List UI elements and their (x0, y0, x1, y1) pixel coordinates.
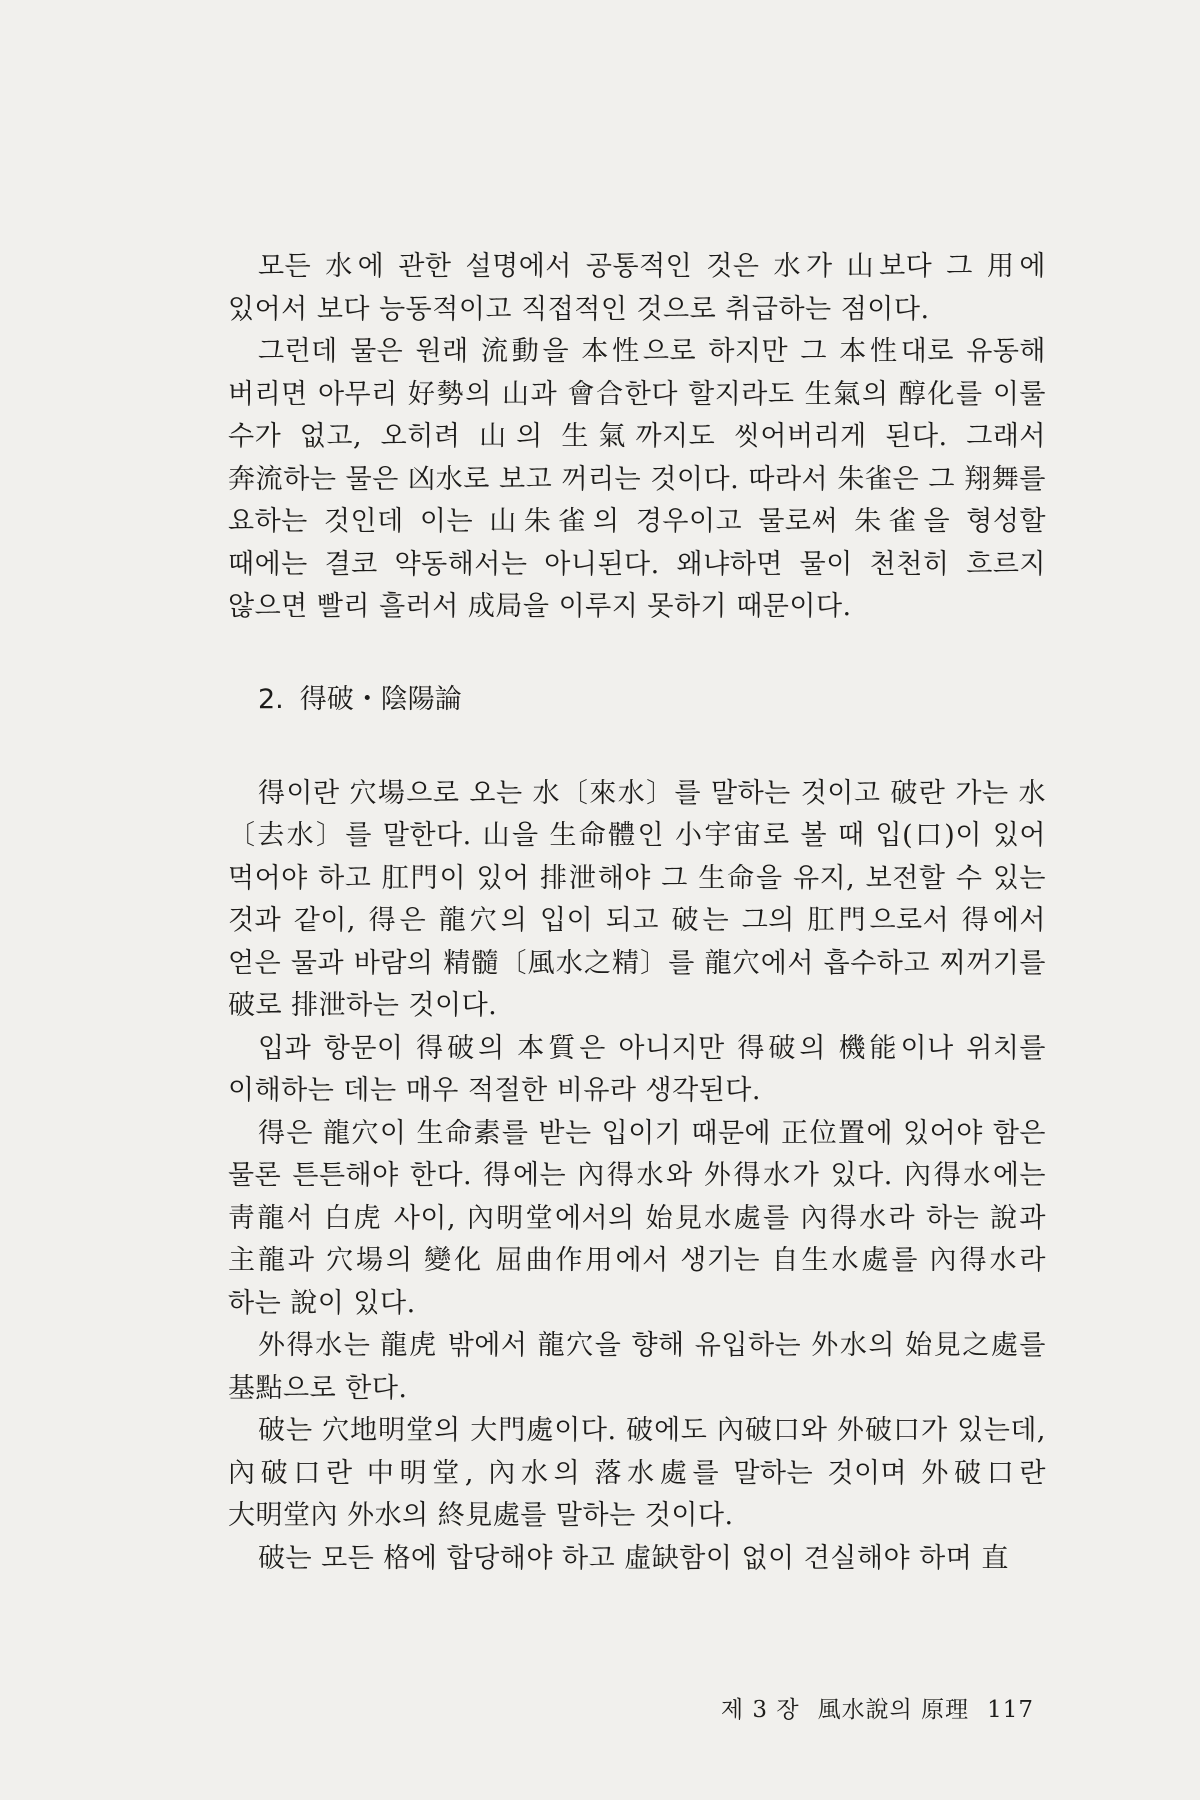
section-heading (228, 679, 1046, 721)
paragraph: 破는 모든 格에 합당해야 하고 虛缺함이 없이 견실해야 하며 直 (258, 1542, 1009, 1574)
paragraph: 모든 水에 관한 설명에서 공통적인 것은 水가 山보다 그 用에 있어서 보다 능동적이고 직접적인 것으로 취급하는 점이다. (228, 251, 1046, 325)
section-number: 2. (258, 683, 284, 715)
page-body (228, 246, 1046, 1580)
page-number: 117 (987, 1697, 1034, 1723)
paragraph: 破는 穴地明堂의 大門處이다. 破에도 內破口와 外破口가 있는데, 內破口란 中明堂, 內水의 落水處를 말하는 것이며 外破口란 大明堂內 外水의 終見處를 말하는 것이다. (228, 1415, 1046, 1531)
running-footer (704, 1695, 1034, 1725)
footer-chapter: 제 3 장 (720, 1697, 800, 1723)
paragraph: 得이란 穴場으로 오는 水〔來水〕를 말하는 것이고 破란 가는 水〔去水〕를 말한다. 山을 生命體인 小宇宙로 볼 때 입(口)이 있어 먹어야 하고 肛門이 있어 排泄해야 그 生命을 유지, 보전할 수 있는 것과 같이, 得은 龍穴의 입이 되고 破는 그의 肛門으로서 得에서 얻은 물과 바람의 精髓〔風水之精〕를 龍穴에서 흡수하고 찌꺼기를 破로 排泄하는 것이다. (228, 777, 1047, 1021)
paragraph: 外得水는 龍虎 밖에서 龍穴을 향해 유입하는 外水의 始見之處를 基點으로 한다. (228, 1330, 1046, 1404)
paragraph: 그런데 물은 원래 流動을 本性으로 하지만 그 本性대로 유동해 버리면 아무리 好勢의 山과 會合한다 할지라도 生氣의 醇化를 이룰 수가 없고, 오히려 山의 生氣까지도 씻어버리게 된다. 그래서 奔流하는 물은 凶水로 보고 꺼리는 것이다. 따라서 朱雀은 그 翔舞를 요하는 것인데 이는 山朱雀의 경우이고 물로써 朱雀을 형성할 때에는 결코 약동해서는 아니된다. 왜냐하면 물이 천천히 흐르지 않으면 빨리 흘러서 成局을 이루지 못하기 때문이다. (228, 336, 1046, 622)
paragraph: 입과 항문이 得破의 本質은 아니지만 得破의 機能이나 위치를 이해하는 데는 매우 적절한 비유라 생각된다. (228, 1032, 1046, 1106)
footer-title: 風水說의 原理 (817, 1697, 970, 1723)
section-title: 得破・陰陽論 (299, 683, 462, 715)
paragraph: 得은 龍穴이 生命素를 받는 입이기 때문에 正位置에 있어야 함은 물론 튼튼해야 한다. 得에는 內得水와 外得水가 있다. 內得水에는 靑龍서 白虎 사이, 內明堂에서의 始見水處를 內得水라 하는 說과 主龍과 穴場의 變化 屈曲作用에서 생기는 自生水處를 內得水라 하는 說이 있다. (228, 1117, 1046, 1319)
